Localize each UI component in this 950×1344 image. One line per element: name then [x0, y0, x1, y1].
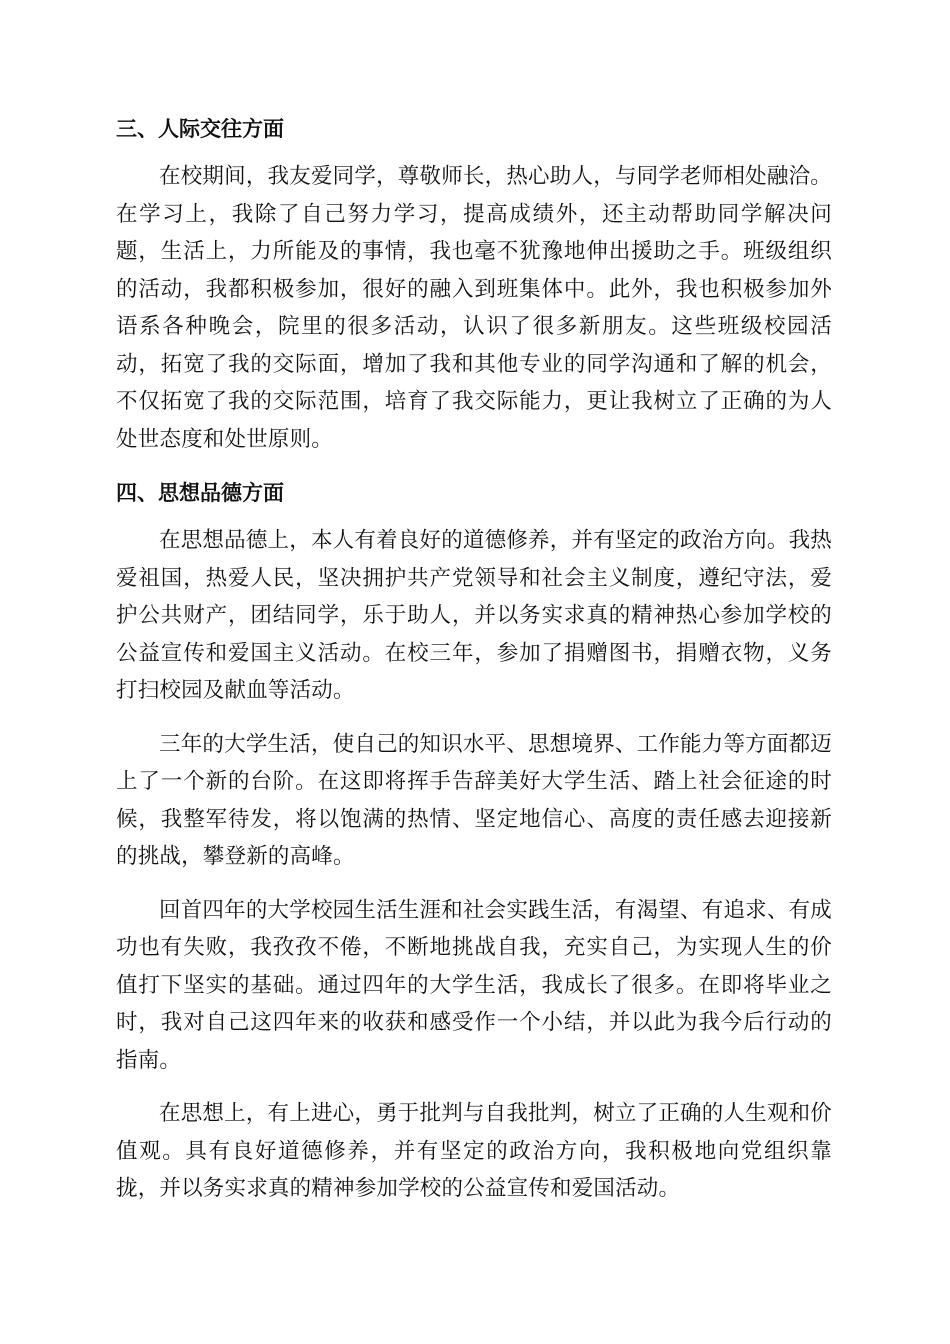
section-heading-interpersonal: 三、人际交往方面 [116, 117, 284, 141]
paragraph-interpersonal: 在校期间，我友爱同学，尊敬师长，热心助人，与同学老师相处融洽。在学习上，我除了自己努力学习，提高成绩外，还主动帮助同学解决问题，生活上，力所能及的事情，我也毫不犹豫地伸出援助之手。班级组织的活动，我都积极参加，很好的融入到班集体中。此外，我也积极参加外语系各种晚会，院里的很多活动，认识了很多新朋友。这些班级校园活动，拓宽了我的交际面，增加了我和其他专业的同学沟通和了解的机会，不仅拓宽了我的交际范围，培育了我交际能力，更让我树立了正确的为人处世态度和处世原则。 [116, 164, 832, 452]
paragraph-moral-1: 在思想品德上，本人有着良好的道德修养，并有坚定的政治方向。我热爱祖国，热爱人民，坚决拥护共产党领导和社会主义制度，遵纪守法，爱护公共财产，团结同学，乐于助人，并以务实求真的精神热心参加学校的公益宣传和爱国主义活动。在校三年，参加了捐赠图书，捐赠衣物，义务打扫校园及献血等活动。 [116, 528, 832, 703]
document-page [116, 110, 832, 1224]
paragraph-moral-2: 三年的大学生活，使自己的知识水平、思想境界、工作能力等方面都迈上了一个新的台阶。在这即将挥手告辞美好大学生活、踏上社会征途的时候，我整军待发，将以饱满的热情、坚定地信心、高度的责任感去迎接新的挑战，攀登新的高峰。 [116, 731, 832, 869]
section-heading-moral: 四、思想品德方面 [116, 481, 284, 505]
paragraph-moral-3: 回首四年的大学校园生活生涯和社会实践生活，有渴望、有追求、有成功也有失败，我孜孜不倦，不断地挑战自我，充实自己，为实现人生的价值打下坚实的基础。通过四年的大学生活，我成长了很多。在即将毕业之时，我对自己这四年来的收获和感受作一个小结，并以此为我今后行动的指南。 [116, 897, 832, 1073]
paragraph-moral-4: 在思想上，有上进心，勇于批判与自我批判，树立了正确的人生观和价值观。具有良好道德修养，并有坚定的政治方向，我积极地向党组织靠拢，并以务实求真的精神参加学校的公益宣传和爱国活动。 [116, 1101, 832, 1201]
